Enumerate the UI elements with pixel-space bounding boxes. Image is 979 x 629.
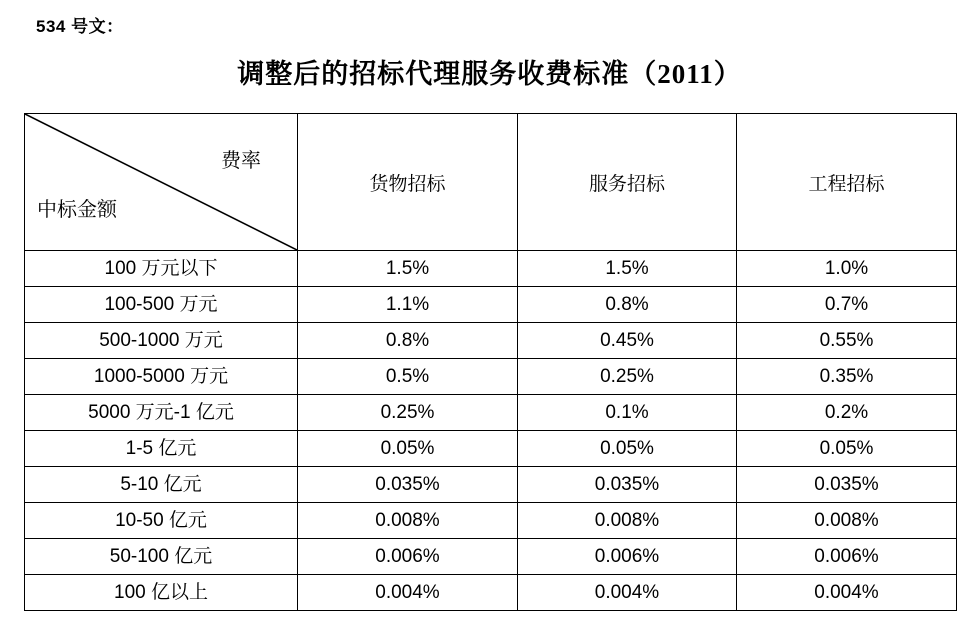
row-works-rate: 0.008% <box>737 503 957 539</box>
row-goods-rate: 0.006% <box>298 539 518 575</box>
document-reference: 534 号文： <box>36 17 124 36</box>
row-service-rate: 0.25% <box>518 359 737 395</box>
row-works-rate: 0.05% <box>737 431 957 467</box>
column-header-goods: 货物招标 <box>298 114 518 251</box>
row-amount: 100-500 万元 <box>25 287 298 323</box>
row-goods-rate: 1.1% <box>298 287 518 323</box>
row-service-rate: 0.004% <box>518 575 737 611</box>
row-service-rate: 0.008% <box>518 503 737 539</box>
diagonal-divider-icon <box>25 114 297 250</box>
table-corner-cell <box>25 114 298 251</box>
row-amount: 5000 万元-1 亿元 <box>25 395 298 431</box>
row-goods-rate: 0.004% <box>298 575 518 611</box>
row-works-rate: 0.35% <box>737 359 957 395</box>
table-row <box>25 539 957 575</box>
row-amount: 10-50 亿元 <box>25 503 298 539</box>
row-amount: 100 亿以上 <box>25 575 298 611</box>
row-amount: 5-10 亿元 <box>25 467 298 503</box>
row-works-rate: 0.2% <box>737 395 957 431</box>
row-works-rate: 0.006% <box>737 539 957 575</box>
row-service-rate: 0.006% <box>518 539 737 575</box>
row-goods-rate: 0.05% <box>298 431 518 467</box>
row-works-rate: 0.004% <box>737 575 957 611</box>
row-amount: 1000-5000 万元 <box>25 359 298 395</box>
row-works-rate: 0.7% <box>737 287 957 323</box>
table-row <box>25 431 957 467</box>
row-goods-rate: 0.035% <box>298 467 518 503</box>
row-amount: 500-1000 万元 <box>25 323 298 359</box>
row-works-rate: 1.0% <box>737 251 957 287</box>
table-row <box>25 575 957 611</box>
column-header-works: 工程招标 <box>737 114 957 251</box>
table-row <box>25 287 957 323</box>
table-row <box>25 359 957 395</box>
row-service-rate: 0.1% <box>518 395 737 431</box>
row-goods-rate: 1.5% <box>298 251 518 287</box>
row-goods-rate: 0.5% <box>298 359 518 395</box>
table-header <box>25 114 957 251</box>
table-row <box>25 503 957 539</box>
row-service-rate: 0.05% <box>518 431 737 467</box>
table-header-row <box>25 114 957 251</box>
row-works-rate: 0.035% <box>737 467 957 503</box>
row-goods-rate: 0.8% <box>298 323 518 359</box>
row-service-rate: 0.45% <box>518 323 737 359</box>
page-title: 调整后的招标代理服务收费标准（2011） <box>237 59 742 89</box>
table-row <box>25 251 957 287</box>
row-service-rate: 0.8% <box>518 287 737 323</box>
row-service-rate: 1.5% <box>518 251 737 287</box>
table-body <box>25 251 957 611</box>
column-header-service: 服务招标 <box>518 114 737 251</box>
row-amount: 50-100 亿元 <box>25 539 298 575</box>
row-goods-rate: 0.25% <box>298 395 518 431</box>
fee-standard-table <box>24 113 957 611</box>
table-row <box>25 467 957 503</box>
row-goods-rate: 0.008% <box>298 503 518 539</box>
row-amount: 1-5 亿元 <box>25 431 298 467</box>
corner-label-amount: 中标金额 <box>37 199 117 221</box>
table-row <box>25 395 957 431</box>
row-amount: 100 万元以下 <box>25 251 298 287</box>
row-service-rate: 0.035% <box>518 467 737 503</box>
corner-label-rate: 费率 <box>221 150 261 172</box>
fee-standard-table-wrapper <box>24 113 956 611</box>
table-row <box>25 323 957 359</box>
row-works-rate: 0.55% <box>737 323 957 359</box>
